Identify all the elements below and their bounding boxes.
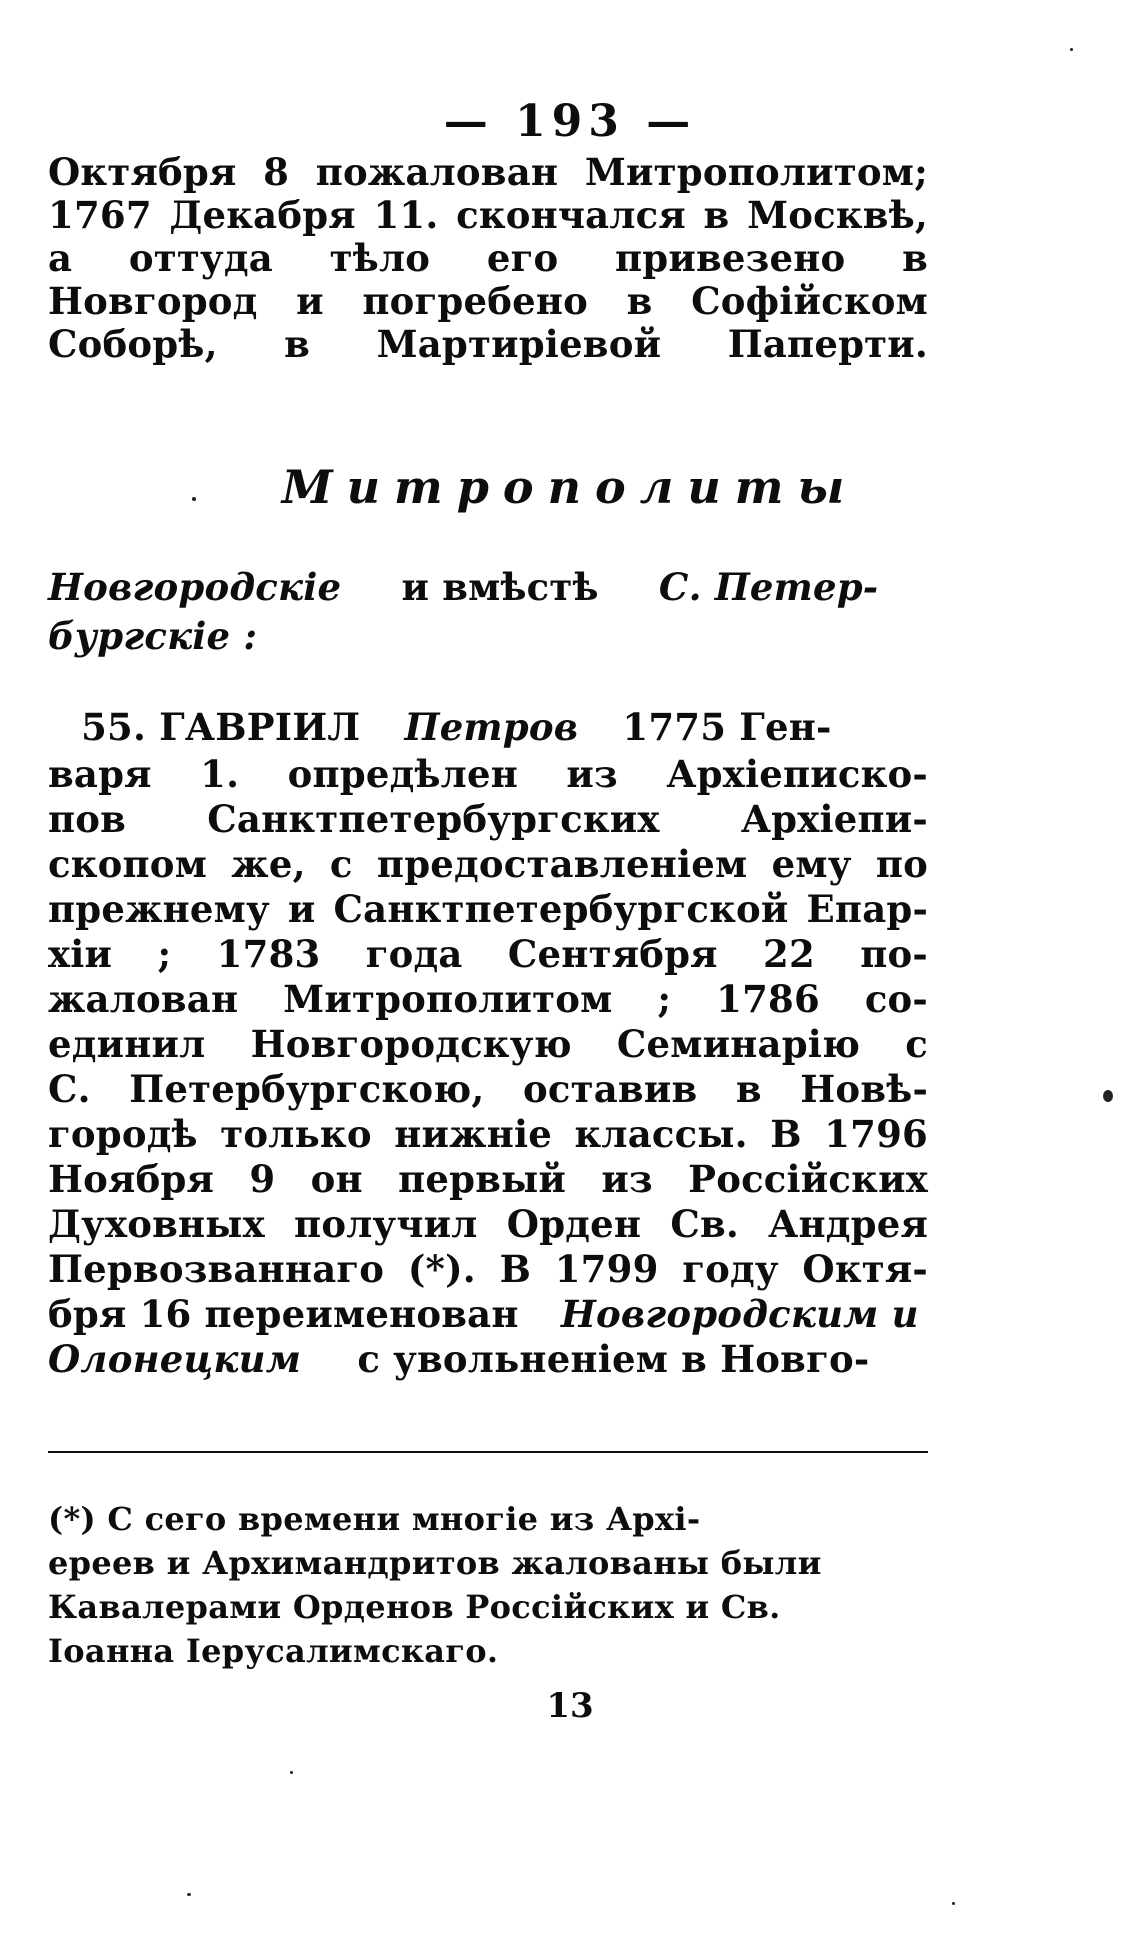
scan-speck <box>192 497 196 501</box>
text-line: скопом же, с предоставленіем ему по <box>48 842 928 886</box>
section-title: Митрополиты <box>281 460 859 514</box>
text-line: жалован Митрополитом ; 1786 со- <box>48 977 928 1021</box>
text-line: городѣ только нижніе классы. В 1796 <box>48 1112 928 1156</box>
text-line: хіи ; 1783 года Сентября 22 по- <box>48 932 928 976</box>
text-part: бря 16 переименован <box>48 1292 519 1336</box>
text-line: а оттуда тѣло его привезено в <box>48 236 928 280</box>
text-line: С. Петербургскою, оставив в Новѣ- <box>48 1067 928 1111</box>
footnote-divider <box>48 1451 928 1453</box>
subtitle-part: и вмѣстѣ <box>401 565 599 609</box>
text-line: прежнему и Санктпетербургской Епар- <box>48 887 928 931</box>
entry-surname: Петров <box>404 705 579 749</box>
entry-name: ГАВРІИЛ <box>159 705 361 749</box>
scan-speck <box>290 1771 293 1774</box>
entry-date: 1775 Ген- <box>622 705 832 749</box>
section-subtitle-line2: бургскіе : <box>48 614 258 658</box>
footnote-line: Іоанна Іерусалимскаго. <box>48 1632 499 1670</box>
subtitle-part: С. Петер- <box>658 565 879 609</box>
text-part-italic: Олонецким <box>48 1337 302 1381</box>
text-line <box>48 1335 928 1383</box>
footnote-line: ереев и Архимандритов жалованы были <box>48 1544 822 1582</box>
entry-number: 55. <box>81 705 147 749</box>
text-line: Октября 8 пожалован Митрополитом; <box>48 150 928 194</box>
text-line: пов Санктпетербургских Архіепи- <box>48 797 928 841</box>
text-line: Первозваннаго (*). В 1799 году Октя- <box>48 1247 928 1291</box>
text-line: Соборѣ, в Мартиріевой Паперти. <box>48 322 928 366</box>
page-number: — 193 — <box>443 96 697 147</box>
footnote-line: Кавалерами Орденов Россійских и Св. <box>48 1588 781 1626</box>
subtitle-part: Новгородскіе <box>48 565 342 609</box>
text-part-italic: Новгородским и <box>560 1292 919 1336</box>
text-line: Ноября 9 он первый из Россійских <box>48 1157 928 1201</box>
text-line: варя 1. опредѣлен из Архіеписко- <box>48 752 928 796</box>
entry-heading-line <box>48 703 928 751</box>
scan-speck <box>1103 1090 1113 1102</box>
text-line <box>48 1290 928 1338</box>
section-subtitle <box>48 563 928 611</box>
scan-speck <box>952 1902 955 1905</box>
footnote-line: (*) С сего времени многіе из Архі- <box>48 1500 701 1538</box>
scan-speck <box>187 1893 191 1896</box>
text-line: Духовных получил Орден Св. Андрея <box>48 1202 928 1246</box>
scan-speck <box>1070 48 1073 51</box>
text-part: с увольненіем в Новго- <box>357 1337 870 1381</box>
text-line: единил Новгородскую Семинарію с <box>48 1022 928 1066</box>
text-line: 1767 Декабря 11. скончался в Москвѣ, <box>48 193 928 237</box>
text-line: Новгород и погребено в Софійском <box>48 279 928 323</box>
signature-mark: 13 <box>546 1686 594 1726</box>
